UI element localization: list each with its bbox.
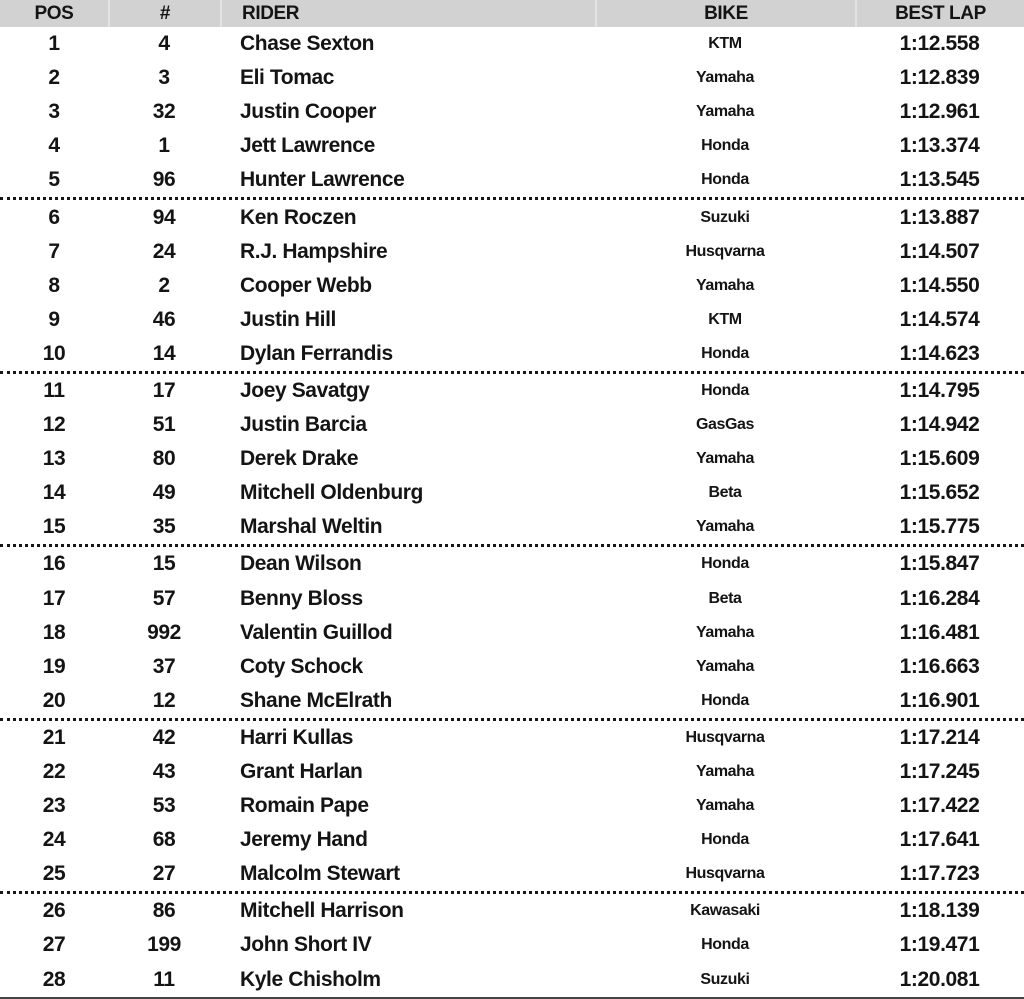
- row-group: [0, 27, 1024, 200]
- rider-number-cell: 32: [152, 100, 176, 124]
- position-cell: 7: [48, 239, 60, 263]
- row-group: [0, 547, 1024, 720]
- rider-number-cell: 992: [147, 620, 181, 644]
- rider-name-cell: Jeremy Hand: [240, 828, 368, 852]
- rider-number-cell: 96: [152, 168, 176, 192]
- table-row: [0, 269, 1024, 303]
- best-lap-cell: 1:16.284: [899, 586, 980, 610]
- table-row: [0, 200, 1024, 234]
- rider-number-cell: 53: [152, 794, 176, 818]
- bike-brand-cell: Husqvarna: [685, 728, 765, 746]
- rider-name-cell: Malcolm Stewart: [240, 862, 400, 886]
- bike-brand-cell: Yamaha: [695, 103, 755, 121]
- row-group: [0, 894, 1024, 996]
- rider-number-cell: 24: [152, 239, 176, 263]
- best-lap-cell: 1:17.245: [899, 760, 980, 784]
- bike-brand-cell: Beta: [708, 484, 742, 502]
- best-lap-cell: 1:12.839: [899, 66, 980, 90]
- table-row: [0, 95, 1024, 129]
- rider-name-cell: R.J. Hampshire: [240, 239, 388, 263]
- bike-brand-cell: Honda: [701, 831, 749, 849]
- column-header-rider: RIDER: [220, 0, 595, 27]
- table-row: [0, 163, 1024, 197]
- bike-brand-cell: KTM: [708, 310, 742, 328]
- bike-brand-cell: Honda: [701, 171, 749, 189]
- bike-brand-cell: Honda: [701, 344, 749, 362]
- best-lap-cell: 1:16.481: [899, 620, 980, 644]
- bike-brand-cell: Honda: [701, 381, 749, 399]
- rider-number-cell: 43: [152, 760, 176, 784]
- bike-brand-cell: Beta: [708, 589, 742, 607]
- rider-name-cell: Coty Schock: [240, 654, 363, 678]
- table-row: [0, 442, 1024, 476]
- rider-number-cell: 51: [152, 413, 176, 437]
- position-cell: 12: [42, 413, 66, 437]
- rider-number-cell: 37: [152, 654, 176, 678]
- table-header-row: [0, 0, 1024, 27]
- rider-name-cell: Mitchell Oldenburg: [240, 481, 423, 505]
- rider-name-cell: Valentin Guillod: [240, 620, 393, 644]
- position-cell: 27: [42, 933, 66, 957]
- column-header-best-lap: BEST LAP: [855, 0, 1024, 27]
- table-body: [0, 27, 1024, 997]
- rider-number-cell: 57: [152, 586, 176, 610]
- best-lap-cell: 1:14.623: [899, 341, 980, 365]
- position-cell: 23: [42, 794, 66, 818]
- best-lap-cell: 1:14.795: [899, 378, 980, 402]
- best-lap-cell: 1:15.609: [899, 447, 980, 471]
- table-row: [0, 408, 1024, 442]
- best-lap-cell: 1:15.847: [899, 552, 980, 576]
- rider-number-cell: 14: [152, 341, 176, 365]
- position-cell: 2: [48, 66, 60, 90]
- bike-brand-cell: Yamaha: [695, 623, 755, 641]
- table-row: [0, 337, 1024, 371]
- best-lap-cell: 1:20.081: [899, 967, 980, 991]
- rider-name-cell: Derek Drake: [240, 447, 359, 471]
- table-row: [0, 823, 1024, 857]
- table-row: [0, 650, 1024, 684]
- position-cell: 13: [42, 447, 66, 471]
- table-row: [0, 755, 1024, 789]
- bike-brand-cell: Yamaha: [695, 69, 755, 87]
- position-cell: 4: [48, 134, 60, 158]
- table-row: [0, 789, 1024, 823]
- position-cell: 16: [42, 552, 66, 576]
- position-cell: 11: [43, 378, 65, 402]
- table-row: [0, 857, 1024, 891]
- bike-brand-cell: Husqvarna: [685, 865, 765, 883]
- bike-brand-cell: GasGas: [695, 416, 755, 434]
- bike-brand-cell: Yamaha: [695, 450, 755, 468]
- rider-number-cell: 42: [152, 725, 176, 749]
- best-lap-cell: 1:12.558: [899, 32, 980, 56]
- bike-brand-cell: Yamaha: [695, 276, 755, 294]
- row-group: [0, 200, 1024, 373]
- table-row: [0, 27, 1024, 61]
- rider-number-cell: 35: [152, 515, 176, 539]
- table-row: [0, 235, 1024, 269]
- rider-number-cell: 199: [147, 933, 181, 957]
- table-row: [0, 894, 1024, 928]
- bike-brand-cell: Honda: [701, 137, 749, 155]
- row-group: [0, 374, 1024, 547]
- best-lap-cell: 1:17.214: [899, 725, 980, 749]
- rider-name-cell: Eli Tomac: [240, 66, 335, 90]
- table-row: [0, 684, 1024, 718]
- rider-name-cell: Romain Pape: [240, 794, 369, 818]
- best-lap-cell: 1:15.652: [899, 481, 980, 505]
- position-cell: 26: [42, 899, 66, 923]
- table-row: [0, 928, 1024, 962]
- bike-brand-cell: Suzuki: [700, 970, 750, 988]
- table-row: [0, 374, 1024, 408]
- best-lap-cell: 1:14.507: [899, 239, 980, 263]
- rider-name-cell: Justin Barcia: [240, 413, 367, 437]
- bike-brand-cell: Yamaha: [695, 518, 755, 536]
- bike-brand-cell: Husqvarna: [685, 242, 765, 260]
- row-group: [0, 721, 1024, 894]
- rider-name-cell: Benny Bloss: [240, 586, 363, 610]
- rider-number-cell: 17: [152, 378, 176, 402]
- table-row: [0, 476, 1024, 510]
- position-cell: 15: [42, 515, 66, 539]
- best-lap-cell: 1:12.961: [899, 100, 980, 124]
- column-header-bike: BIKE: [595, 0, 855, 27]
- rider-name-cell: Marshal Weltin: [240, 515, 383, 539]
- position-cell: 28: [42, 967, 66, 991]
- column-header-number: #: [108, 0, 220, 27]
- column-header-pos: POS: [34, 2, 74, 24]
- rider-name-cell: Justin Hill: [240, 307, 336, 331]
- rider-name-cell: Harri Kullas: [240, 725, 354, 749]
- rider-number-cell: 49: [152, 481, 176, 505]
- best-lap-cell: 1:17.723: [899, 862, 980, 886]
- best-lap-cell: 1:18.139: [899, 899, 980, 923]
- table-row: [0, 303, 1024, 337]
- bike-brand-cell: Yamaha: [695, 797, 755, 815]
- position-cell: 17: [42, 586, 66, 610]
- table-row: [0, 547, 1024, 581]
- rider-number-cell: 46: [152, 307, 176, 331]
- rider-name-cell: Jett Lawrence: [240, 134, 375, 158]
- table-row: [0, 616, 1024, 650]
- best-lap-cell: 1:17.641: [899, 828, 980, 852]
- rider-number-cell: 3: [158, 66, 170, 90]
- position-cell: 8: [48, 273, 60, 297]
- rider-number-cell: 4: [158, 32, 170, 56]
- rider-number-cell: 15: [152, 552, 176, 576]
- position-cell: 21: [42, 725, 66, 749]
- table-row: [0, 510, 1024, 544]
- table-row: [0, 721, 1024, 755]
- best-lap-cell: 1:13.545: [899, 168, 980, 192]
- bike-brand-cell: Honda: [701, 555, 749, 573]
- position-cell: 14: [42, 481, 66, 505]
- best-lap-cell: 1:14.942: [899, 413, 980, 437]
- rider-name-cell: Dean Wilson: [240, 552, 362, 576]
- best-lap-cell: 1:14.550: [899, 273, 980, 297]
- best-lap-cell: 1:19.471: [899, 933, 980, 957]
- best-lap-cell: 1:15.775: [899, 515, 980, 539]
- position-cell: 9: [48, 307, 60, 331]
- rider-name-cell: Justin Cooper: [240, 100, 376, 124]
- table-row: [0, 129, 1024, 163]
- position-cell: 5: [48, 168, 60, 192]
- table-row: [0, 963, 1024, 997]
- rider-name-cell: Dylan Ferrandis: [240, 341, 393, 365]
- rider-number-cell: 68: [152, 828, 176, 852]
- best-lap-cell: 1:16.901: [899, 688, 980, 712]
- rider-name-cell: Mitchell Harrison: [240, 899, 404, 923]
- bike-brand-cell: Suzuki: [700, 208, 750, 226]
- bike-brand-cell: Honda: [701, 936, 749, 954]
- rider-name-cell: Kyle Chisholm: [240, 967, 381, 991]
- best-lap-cell: 1:16.663: [899, 654, 980, 678]
- best-lap-cell: 1:14.574: [899, 307, 980, 331]
- position-cell: 19: [42, 654, 66, 678]
- table-row: [0, 582, 1024, 616]
- position-cell: 25: [42, 862, 66, 886]
- rider-number-cell: 94: [152, 205, 176, 229]
- best-lap-cell: 1:13.887: [899, 205, 980, 229]
- position-cell: 6: [48, 205, 60, 229]
- rider-number-cell: 80: [152, 447, 176, 471]
- bike-brand-cell: Honda: [701, 691, 749, 709]
- best-lap-cell: 1:17.422: [899, 794, 980, 818]
- position-cell: 1: [48, 32, 60, 56]
- table-row: [0, 61, 1024, 95]
- bike-brand-cell: KTM: [708, 35, 742, 53]
- position-cell: 10: [42, 341, 66, 365]
- rider-name-cell: Cooper Webb: [240, 273, 372, 297]
- rider-number-cell: 27: [152, 862, 176, 886]
- rider-number-cell: 86: [152, 899, 176, 923]
- rider-number-cell: 11: [153, 967, 175, 991]
- bike-brand-cell: Kawasaki: [690, 902, 760, 920]
- rider-name-cell: Grant Harlan: [240, 760, 363, 784]
- position-cell: 3: [48, 100, 60, 124]
- rider-name-cell: Hunter Lawrence: [240, 168, 405, 192]
- best-lap-cell: 1:13.374: [899, 134, 980, 158]
- rider-name-cell: Chase Sexton: [240, 32, 375, 56]
- bike-brand-cell: Yamaha: [695, 657, 755, 675]
- position-cell: 18: [42, 620, 66, 644]
- position-cell: 24: [42, 828, 66, 852]
- position-cell: 22: [42, 760, 66, 784]
- rider-number-cell: 1: [158, 134, 170, 158]
- rider-name-cell: Ken Roczen: [240, 205, 357, 229]
- rider-name-cell: Joey Savatgy: [240, 378, 370, 402]
- rider-number-cell: 12: [152, 688, 176, 712]
- rider-name-cell: Shane McElrath: [240, 688, 392, 712]
- bike-brand-cell: Yamaha: [695, 763, 755, 781]
- position-cell: 20: [42, 688, 66, 712]
- rider-name-cell: John Short IV: [240, 933, 372, 957]
- rider-number-cell: 2: [158, 273, 170, 297]
